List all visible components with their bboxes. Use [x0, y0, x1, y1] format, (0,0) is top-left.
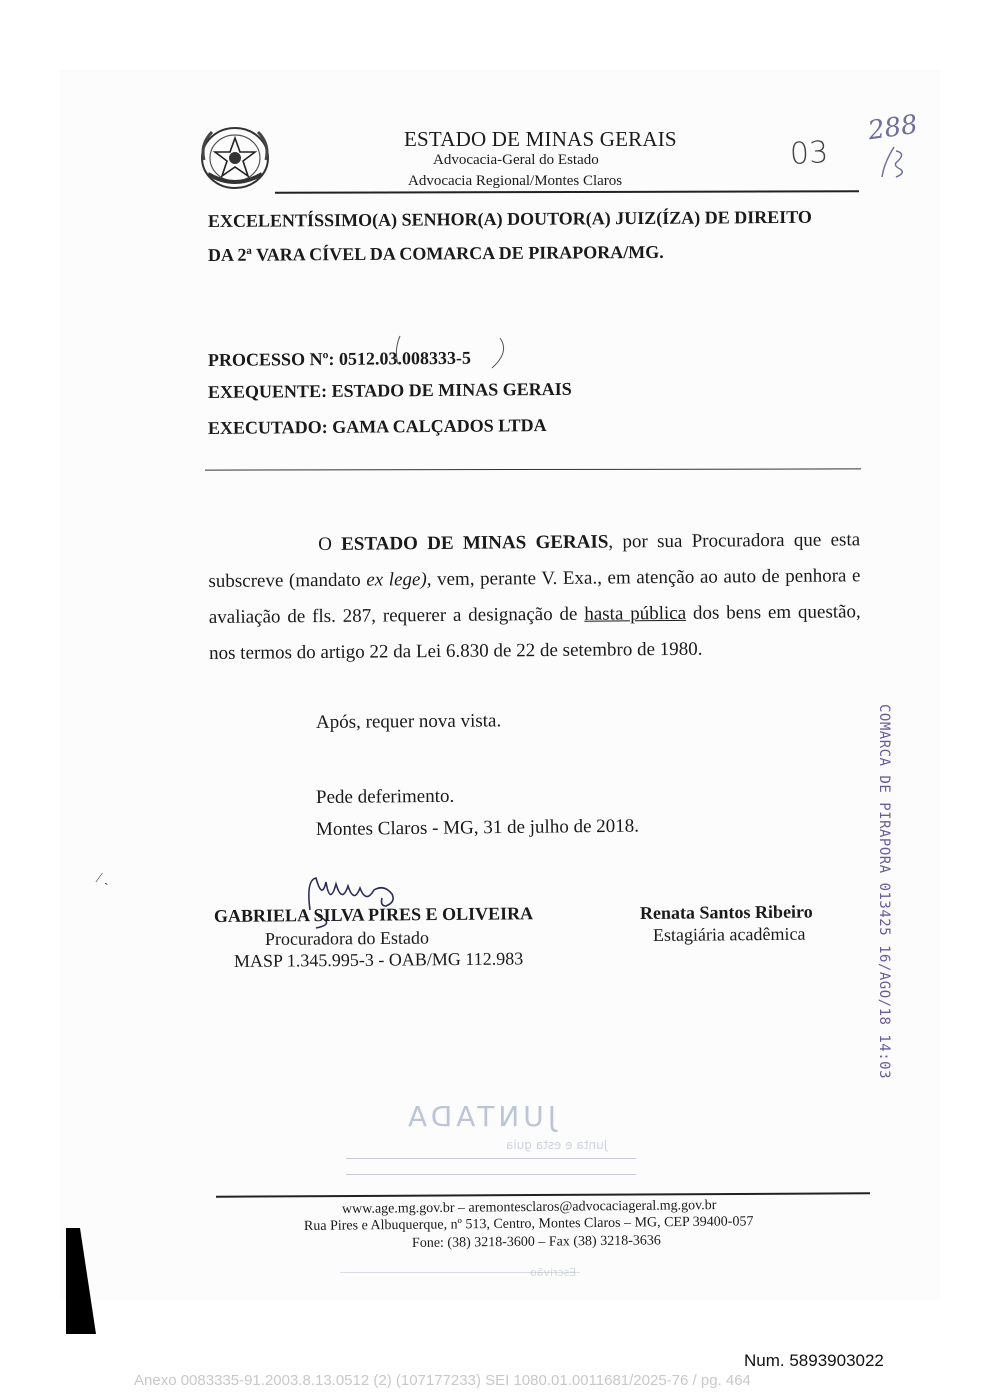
body-lead: O	[318, 533, 342, 556]
juntada-line	[346, 1174, 636, 1175]
case-exequente: EXEQUENTE: ESTADO DE MINAS GERAIS	[207, 378, 572, 402]
intern-name: Renata Santos Ribeiro	[639, 901, 813, 923]
footer-phone: Fone: (38) 3218-3600 – Fax (38) 3218-3636	[411, 1233, 661, 1251]
protocol-stamp	[876, 704, 982, 1080]
header-subtitle-agency: Advocacia-Geral do Estado	[433, 152, 599, 168]
protocol-stamp-text: COMARCA DE PIRAPORA 013425 16/AGO/18 14:03	[876, 704, 892, 1080]
handwritten-page-number: 288	[866, 109, 920, 147]
body-party: ESTADO DE MINAS GERAIS	[341, 531, 609, 555]
document-number: Num. 5893903022	[744, 1351, 884, 1370]
faint-bleed-text: Escrivão	[530, 1266, 577, 1279]
signatory-registration: MASP 1.345.995-3 - OAB/MG 112.983	[233, 948, 524, 971]
body-closing: Pede deferimento.	[315, 785, 455, 808]
intern-role: Estagiária acadêmica	[652, 923, 806, 945]
annex-reference: Anexo 0083335-91.2003.8.13.0512 (2) (107177233) SEI 1080.01.0011681/2025-76 / pg. 464	[134, 1372, 751, 1389]
case-executado: EXECUTADO: GAMA CALÇADOS LTDA	[207, 415, 547, 438]
body-place-date: Montes Claros - MG, 31 de julho de 2018.	[315, 815, 640, 840]
addressee-line-1: EXCELENTÍSSIMO(A) SENHOR(A) DOUTOR(A) JUIZ(ÍZA) DE DIREITO	[207, 206, 812, 231]
juntada-stamp-word: JUNTADA	[404, 1100, 557, 1133]
signatory-name: GABRIELA SILVA PIRES E OLIVEIRA	[213, 903, 534, 926]
state-coat-of-arms-icon	[198, 124, 272, 192]
case-number: PROCESSO Nº: 0512.03.008333-5	[207, 347, 472, 370]
handwritten-number: 03	[789, 135, 830, 172]
body-underlined: hasta pública	[584, 602, 687, 625]
footer-address: Rua Pires e Albuquerque, nº 513, Centro, Montes Claros – MG, CEP 39400-057	[303, 1214, 754, 1234]
body-part-1: , por sua Procuradora que esta subscreve (mandato	[208, 529, 861, 592]
body-request: Após, requer nova vista.	[315, 710, 502, 733]
juntada-stamp-sub: Junta e esta guia	[506, 1138, 608, 1152]
body-part-3: dos bens em questão, nos termos do artigo 22 da Lei 6.830 de 22 de setembro de 1980.	[209, 601, 861, 664]
handwritten-mark-icon	[392, 334, 512, 374]
body-italic: ex lege),	[366, 569, 432, 591]
addressee-line-2: DA 2ª VARA CÍVEL DA COMARCA DE PIRAPORA/MG.	[207, 241, 664, 265]
header-subtitle-regional: Advocacia Regional/Montes Claros	[408, 173, 623, 189]
footer-web-email: www.age.mg.gov.br – aremontesclaros@advocaciageral.mg.gov.br	[341, 1198, 717, 1217]
petition-body	[208, 522, 861, 672]
juntada-line	[346, 1158, 636, 1159]
body-part-2: vem, perante V. Exa., em atenção ao auto de penhora e avaliação de fls. 287, requerer a designação de	[208, 565, 861, 628]
signatory-role: Procuradora do Estado	[264, 927, 430, 949]
margin-mark: ⁄ ˎ	[98, 871, 109, 886]
handwritten-initial-icon	[876, 143, 916, 183]
header-title: ESTADO DE MINAS GERAIS	[404, 127, 677, 151]
